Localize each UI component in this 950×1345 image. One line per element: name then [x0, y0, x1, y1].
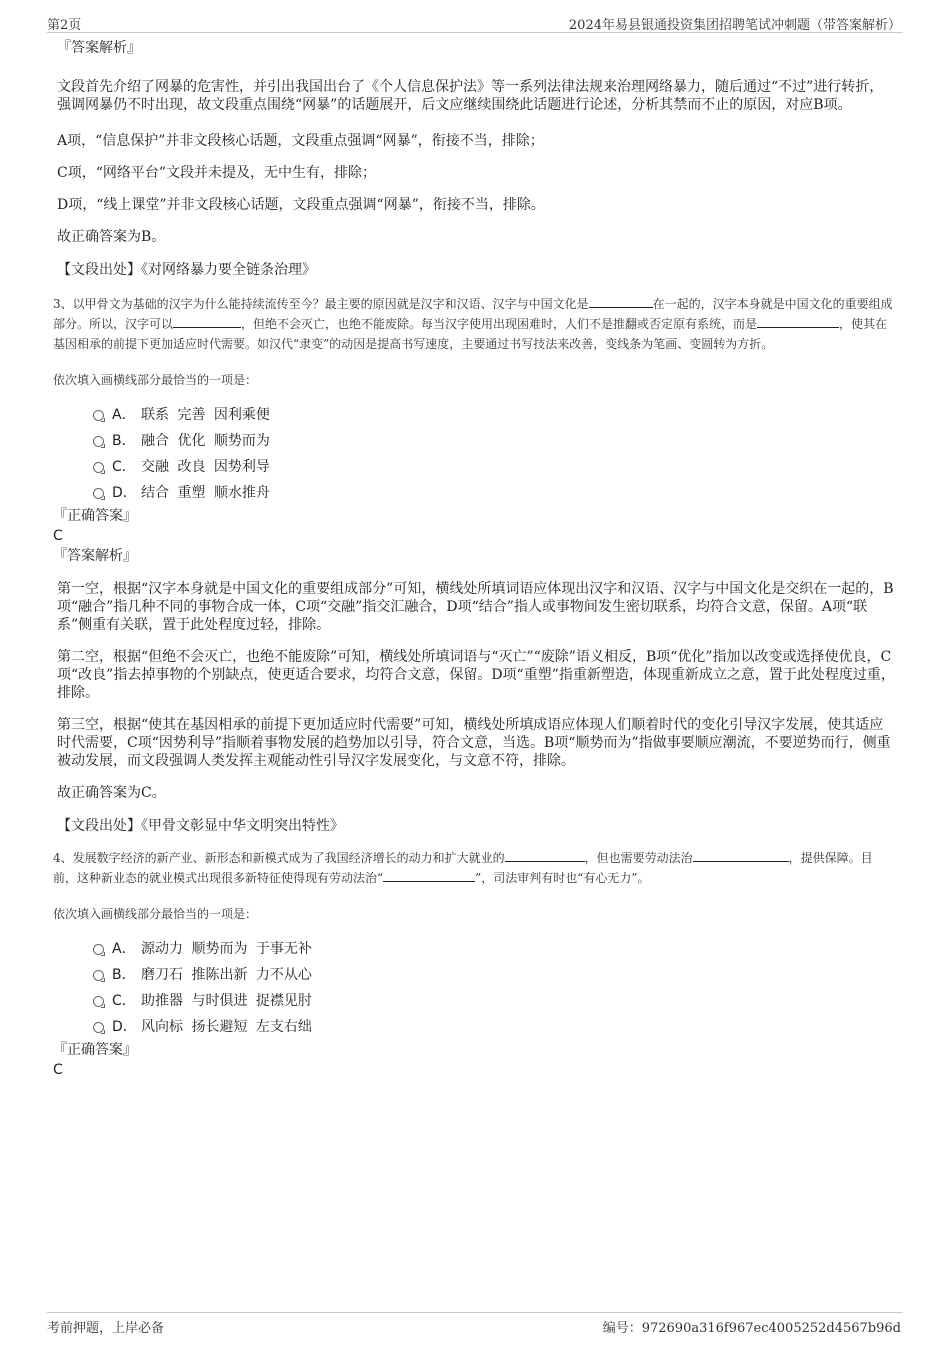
document-title: 2024年易县银通投资集团招聘笔试冲刺题（带答案解析） — [568, 18, 901, 33]
analysis-paragraph: 故正确答案为B。 — [57, 229, 166, 245]
radio-icon[interactable] — [93, 488, 104, 499]
question-stem: 3、以甲骨文为基础的汉字为什么能持续流传至今？最主要的原因就是汉字和汉语、汉字与中国文化是 在一起的，汉字本身就是中国文化的重要组成部分。所以，汉字可以 ，但绝不会灭亡，也绝不能废除。每当汉字使用出现困难时，人们不是推翻或否定原有系统，而是 ，使其在基因相承的前提下更加适应时代需要。如汉代“隶变”的动因是提高书写速度，主要通过书写技法来改善，变线条为笔画、变圆转为方折。 — [53, 297, 893, 351]
radio-icon[interactable] — [93, 944, 104, 955]
option-d[interactable]: D． 结合 重塑 顺水推舟 — [53, 480, 895, 506]
analysis-paragraph: 第二空，根据“但绝不会灭亡，也绝不能废除”可知，横线处所填词语与“灭亡”“废除”语义相反，B项“优化”指加以改变或选择使优良，C项“改良”指去掉事物的个别缺点，使更适合要求，均符合文意，保留。D项“重塑”指重新塑造，体现重新成立之意，置于此处程度过重，排除。 — [57, 649, 895, 701]
page-number: 第2页 — [47, 18, 82, 33]
analysis-paragraph: A项，“信息保护”并非文段核心话题，文段重点强调“网暴”，衔接不当，排除； — [57, 133, 544, 149]
question-prompt: 依次填入画横线部分最恰当的一项是： — [53, 373, 258, 387]
question-3 — [53, 294, 895, 836]
option-b[interactable]: B． 磨刀石 推陈出新 力不从心 — [53, 962, 895, 988]
analysis-paragraph: 故正确答案为C。 — [57, 785, 166, 801]
q2-analysis-block — [57, 38, 897, 280]
fill-blank — [383, 869, 475, 882]
question-prompt: 依次填入画横线部分最恰当的一项是： — [53, 907, 258, 921]
analysis-label: 『答案解析』 — [57, 40, 141, 56]
radio-icon[interactable] — [93, 436, 104, 447]
radio-icon[interactable] — [93, 462, 104, 473]
footer-slogan: 考前押题，上岸必备 — [47, 1321, 165, 1336]
question-stem: 4、发展数字经济的新产业、新形态和新模式成为了我国经济增长的动力和扩大就业的 ，但也需要劳动法治 ，提供保障。目前，这种新业态的就业模式出现很多新特征使得现有劳动法治“ ”，司法审判有时也“有心无力”。 — [53, 851, 873, 885]
document-id: 编号：972690a316f967ec4005252d4567b96d — [602, 1321, 901, 1336]
analysis-paragraph: 文段首先介绍了网暴的危害性，并引出我国出台了《个人信息保护法》等一系列法律法规来治理网络暴力，随后通过“不过”进行转折，强调网暴仍不时出现，故文段重点围绕“网暴”的话题展开，后文应继续围绕此话题进行论述，分析其禁而不止的原因，对应B项。 — [57, 79, 884, 113]
option-c[interactable]: C． 助推器 与时俱进 捉襟见肘 — [53, 988, 895, 1014]
analysis-paragraph: C项，“网络平台”文段并未提及，无中生有，排除； — [57, 165, 377, 181]
correct-answer-value: C — [53, 528, 63, 544]
option-b[interactable]: B． 融合 优化 顺势而为 — [53, 428, 895, 454]
fill-blank — [757, 315, 839, 328]
analysis-paragraph: 第三空，根据“使其在基因相承的前提下更加适应时代需要”可知，横线处所填成语应体现人们顺着时代的变化引导汉字发展，使其适应时代需要，C项“因势利导”指顺着事物发展的趋势加以引导，符合文意，当选。B项“顺势而为”指做事要顺应潮流，不要逆势而行，侧重被动发展，而文段强调人类发挥主观能动性引导汉字发展变化，与文意不符，排除。 — [57, 717, 891, 769]
page-footer — [47, 1312, 903, 1335]
option-c[interactable]: C． 交融 改良 因势利导 — [53, 454, 895, 480]
page-header — [47, 12, 903, 33]
analysis-label: 『答案解析』 — [53, 548, 137, 564]
correct-answer-label: 『正确答案』 — [53, 508, 137, 524]
radio-icon[interactable] — [93, 970, 104, 981]
option-list — [53, 936, 895, 1040]
correct-answer-value: C — [53, 1062, 63, 1078]
analysis-paragraph: D项，“线上课堂”并非文段核心话题，文段重点强调“网暴”，衔接不当，排除。 — [57, 197, 545, 213]
correct-answer-label: 『正确答案』 — [53, 1042, 137, 1058]
option-a[interactable]: A． 联系 完善 因利乘便 — [53, 402, 895, 428]
page-body — [53, 40, 897, 1080]
fill-blank — [173, 315, 241, 328]
radio-icon[interactable] — [93, 996, 104, 1007]
option-d[interactable]: D． 风向标 扬长避短 左支右绌 — [53, 1014, 895, 1040]
source-citation: 【文段出处】《对网络暴力要全链条治理》 — [57, 262, 316, 278]
fill-blank — [693, 849, 789, 862]
option-a[interactable]: A． 源动力 顺势而为 于事无补 — [53, 936, 895, 962]
option-list — [53, 402, 895, 506]
question-4 — [53, 848, 895, 1080]
radio-icon[interactable] — [93, 1022, 104, 1033]
radio-icon[interactable] — [93, 410, 104, 421]
source-citation: 【文段出处】《甲骨文彰显中华文明突出特性》 — [57, 818, 344, 834]
analysis-paragraph: 第一空，根据“汉字本身就是中国文化的重要组成部分”可知，横线处所填词语应体现出汉字和汉语、汉字与中国文化是交织在一起的，B项“融合”指几种不同的事物合成一体，C项“交融”指交汇融合，D项“结合”指人或事物间发生密切联系，均符合文意，保留。A项“联系”侧重有关联，置于此处程度过轻，排除。 — [57, 581, 894, 633]
fill-blank — [505, 849, 585, 862]
fill-blank — [589, 295, 653, 308]
